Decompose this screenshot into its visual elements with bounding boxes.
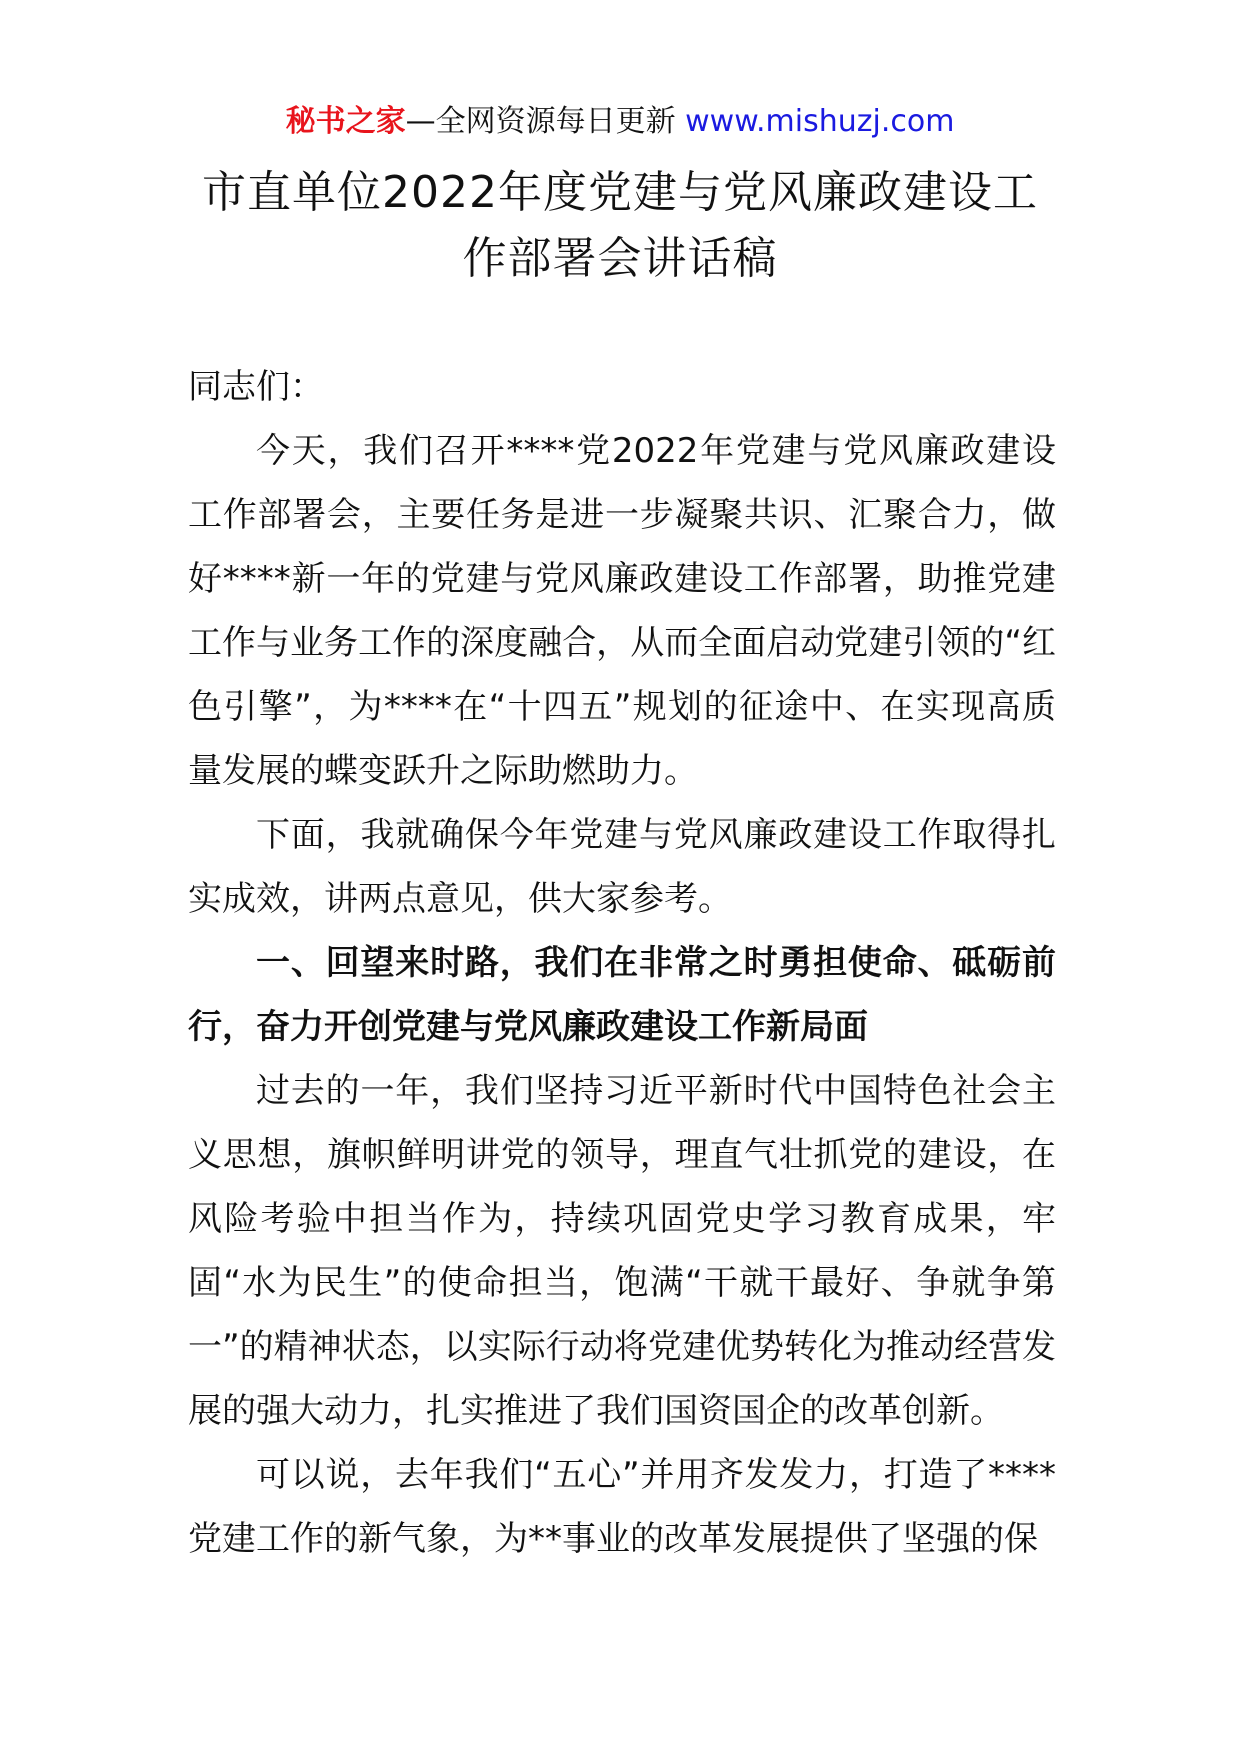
- title-line-1: 市直单位2022年度党建与党风廉政建设工: [202, 167, 1038, 218]
- site-url-link[interactable]: www.mishuzj.com: [685, 104, 955, 139]
- salutation: 同志们：: [188, 367, 324, 407]
- section-heading: 一、回望来时路，我们在非常之时勇担使命、砥砺前行，奋力开创党建与党风廉政建设工作新局面: [188, 943, 1056, 1047]
- paragraph: 今天，我们召开****党2022年党建与党风廉政建设工作部署会，主要任务是进一步凝聚共识、汇聚合力，做好****新一年的党建与党风廉政建设工作部署，助推党建工作与业务工作的深度融合，从而全面启动党建引领的“红色引擎”，为****在“十四五”规划的征途中、在实现高质量发展的蝶变跃升之际助燃助力。: [188, 431, 1056, 791]
- document-body: [188, 355, 1056, 1571]
- brand-name: 秘书之家: [285, 104, 406, 139]
- paragraph: 下面，我就确保今年党建与党风廉政建设工作取得扎实成效，讲两点意见，供大家参考。: [188, 815, 1056, 919]
- title-line-2: 作部署会讲话稿: [462, 233, 778, 284]
- site-header: [0, 102, 1240, 142]
- document-title: [150, 160, 1090, 292]
- paragraph: 过去的一年，我们坚持习近平新时代中国特色社会主义思想，旗帜鲜明讲党的领导，理直气壮抓党的建设，在风险考验中担当作为，持续巩固党史学习教育成果，牢固“水为民生”的使命担当，饱满“干就干最好、争就争第一”的精神状态，以实际行动将党建优势转化为推动经营发展的强大动力，扎实推进了我们国资国企的改革创新。: [188, 1071, 1056, 1431]
- paragraph: 可以说，去年我们“五心”并用齐发发力，打造了****党建工作的新气象，为**事业的改革发展提供了坚强的保: [188, 1455, 1056, 1559]
- header-slogan: —全网资源每日更新: [405, 104, 676, 139]
